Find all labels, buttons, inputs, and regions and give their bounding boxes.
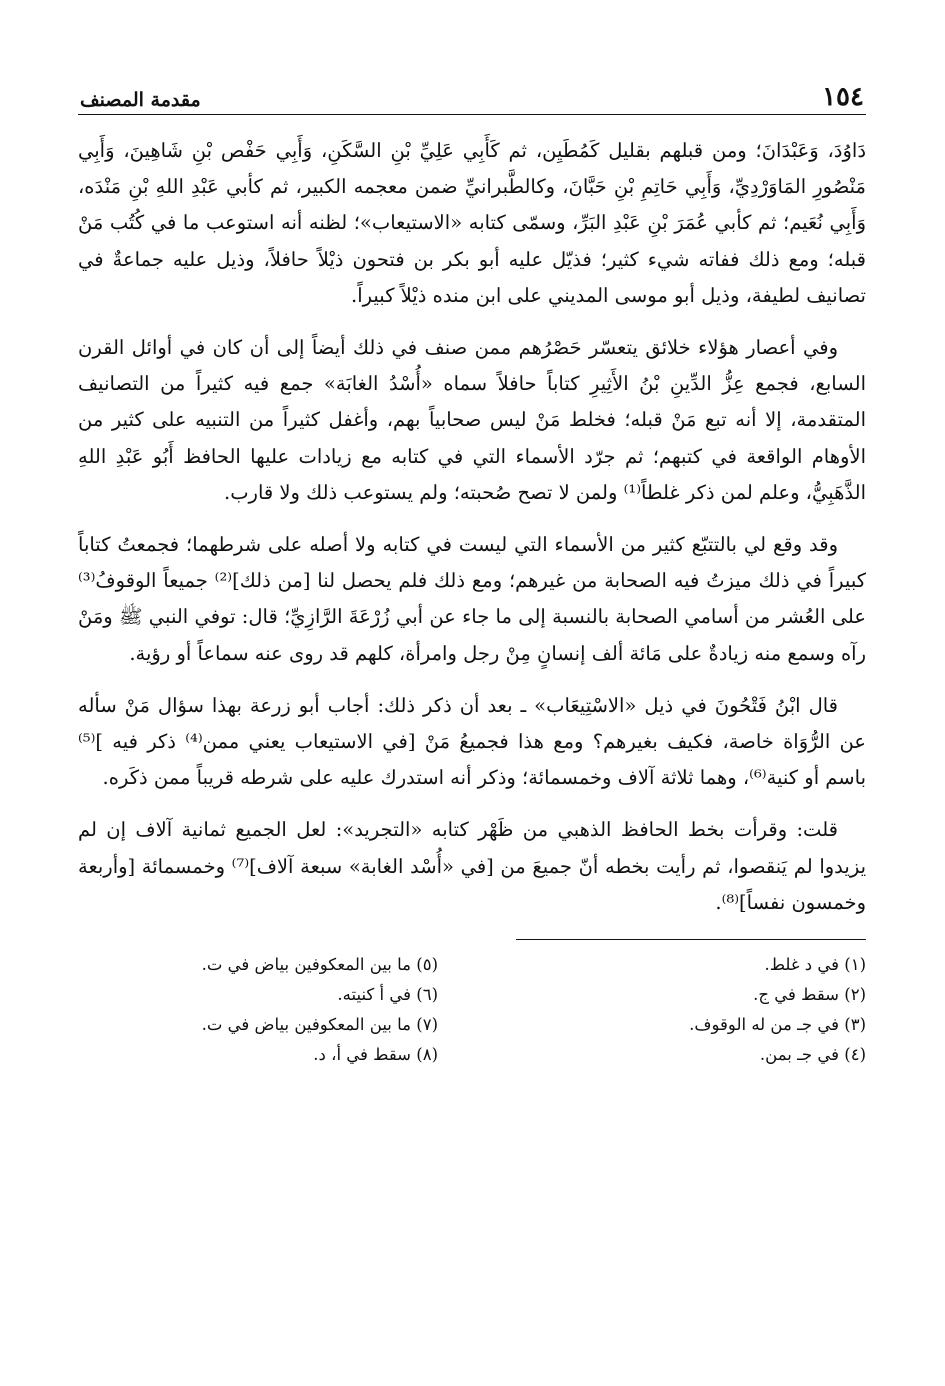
footnote-3: (٣) في جـ من له الوقوف. <box>689 1015 866 1035</box>
page <box>78 70 866 1370</box>
footnote-5: (٥) ما بين المعكوفين بياض في ت. <box>201 955 438 975</box>
footnote-7: (٧) ما بين المعكوفين بياض في ت. <box>201 1015 438 1035</box>
footnote-1: (١) في د غلط. <box>764 955 866 975</box>
paragraph-3: وقد وقع لي بالتتبّع كثير من الأسماء التي ليست في كتابه ولا أصله على شرطهما؛ فجمعتُ كتاباً كبيراً في ذلك ميزتُ فيه الصحابة من غيرهم؛ ومع ذلك فلم يحصل لنا [من ذلك]⁽²⁾ جميعاً الوقوفُ⁽³⁾ على العُشر من أسامي الصحابة بالنسبة إلى ما جاء عن أبي زُرْعَةَ الرَّازِيِّ؛ قال: توفي النبي ﷺ ومَنْ رآه وسمع منه زيادةٌ على مَائة ألف إنسانٍ مِنْ رجل وامرأة، كلهم قد روى عنه سماعاً أو رؤية. <box>78 533 866 665</box>
page-number: ١٥٤ <box>822 82 864 112</box>
main-text <box>78 133 866 921</box>
footnote-4: (٤) في جـ بمن. <box>759 1045 866 1065</box>
paragraph-2: وفي أعصار هؤلاء خلائق يتعسّر حَصْرُهم ممن صنف في ذلك أيضاً إلى أن كان في أوائل القرن السابع، فجمع عِزُّ الدِّينِ بْنُ الأَثِيرِ كتاباً حافلاً سماه «أُسْدُ الغابَة» جمع فيه كثيراً من التصانيف المتقدمة، إلا أنه تبع مَنْ قبله؛ فخلط مَنْ ليس صحابياً بهم، وأغفل كثيراً من التنبيه على كثير من الأوهام الواقعة في كتبهم؛ ثم جرّد الأسماء التي في كتابه مع زيادات عليها الحافظ أَبُو عَبْدِ اللهِ الذَّهَبِيُّ، وعلم لمن ذكر غلطاً⁽¹⁾ ولمن لا تصح صُحبته؛ ولم يستوعب ذلك ولا قارب. <box>78 336 866 504</box>
footnotes-right-column <box>506 950 866 1070</box>
footnote-divider <box>516 939 866 940</box>
footnote-8: (٨) سقط في أ، د. <box>313 1045 438 1065</box>
paragraph-4: قال ابْنُ فَتْحُونَ في ذيل «الاسْتِيعَاب» ـ بعد أن ذكر ذلك: أجاب أبو زرعة بهذا سؤال مَنْ سأله عن الرُّوَاة خاصة، فكيف بغيرهم؟ ومع هذا فجميعُ مَنْ [في الاستيعاب يعني ممن⁽⁴⁾ ذكر فيه ]⁽⁵⁾ باسم أو كنية⁽⁶⁾، وهما ثلاثة آلاف وخمسمائة؛ وذكر أنه استدرك عليه على شرطه قريباً ممن ذكَره. <box>78 693 866 790</box>
footnote-2: (٢) سقط في ج. <box>753 985 866 1005</box>
footnotes <box>78 950 866 1070</box>
paragraph-1: دَاوُدَ، وَعَبْدَانَ؛ ومن قبلهم بقليل كَمُطَيِن، ثم كَأَبِي عَلِيِّ بْنِ السَّكَنِ، وَأَبِي حَفْص بْنِ شَاهِينَ، وَأَبِي مَنْصُورِ المَاوَرْدِيِّ، وَأَبِي حَاتِمِ بْنِ حَبَّانَ، وكالطَّبرانيِّ ضمن معجمه الكبير، ثم كأبي عَبْدِ اللهِ بْنِ مَنْدَه، وَأَبِي نُعَيم؛ ثم كأبي عُمَرَ بْنِ عَبْدِ البَرِّ، وسمّى كتابه «الاستيعاب»؛ لظنه أنه استوعب ما في كُتُب مَنْ قبله؛ ومع ذلك ففاته شيء كثير؛ فذيّل عليه أبو بكر بن فتحون ذيْلاً حافلاً، وذيل عليه جماعةٌ في تصانيف لطيفة، وذيل أبو موسى المديني على ابن منده ذيْلاً كبيراً. <box>78 139 866 307</box>
page-header <box>78 70 866 115</box>
paragraph-5: قلت: وقرأت بخط الحافظ الذهبي من ظَهْر كتابه «التجريد»: لعل الجميع ثمانية آلاف إن لم يزيدوا لم يَنقصوا، ثم رأيت بخطه أنّ جميعَ من [في «أُسْد الغابة» سبعة آلاف]⁽⁷⁾ وخمسمائة [وأربعة وخمسون نفساً]⁽⁸⁾. <box>78 818 867 914</box>
footnotes-left-column <box>78 950 438 1070</box>
footnote-6: (٦) في أ كنيته. <box>337 985 438 1005</box>
running-title: مقدمة المصنف <box>80 89 201 111</box>
